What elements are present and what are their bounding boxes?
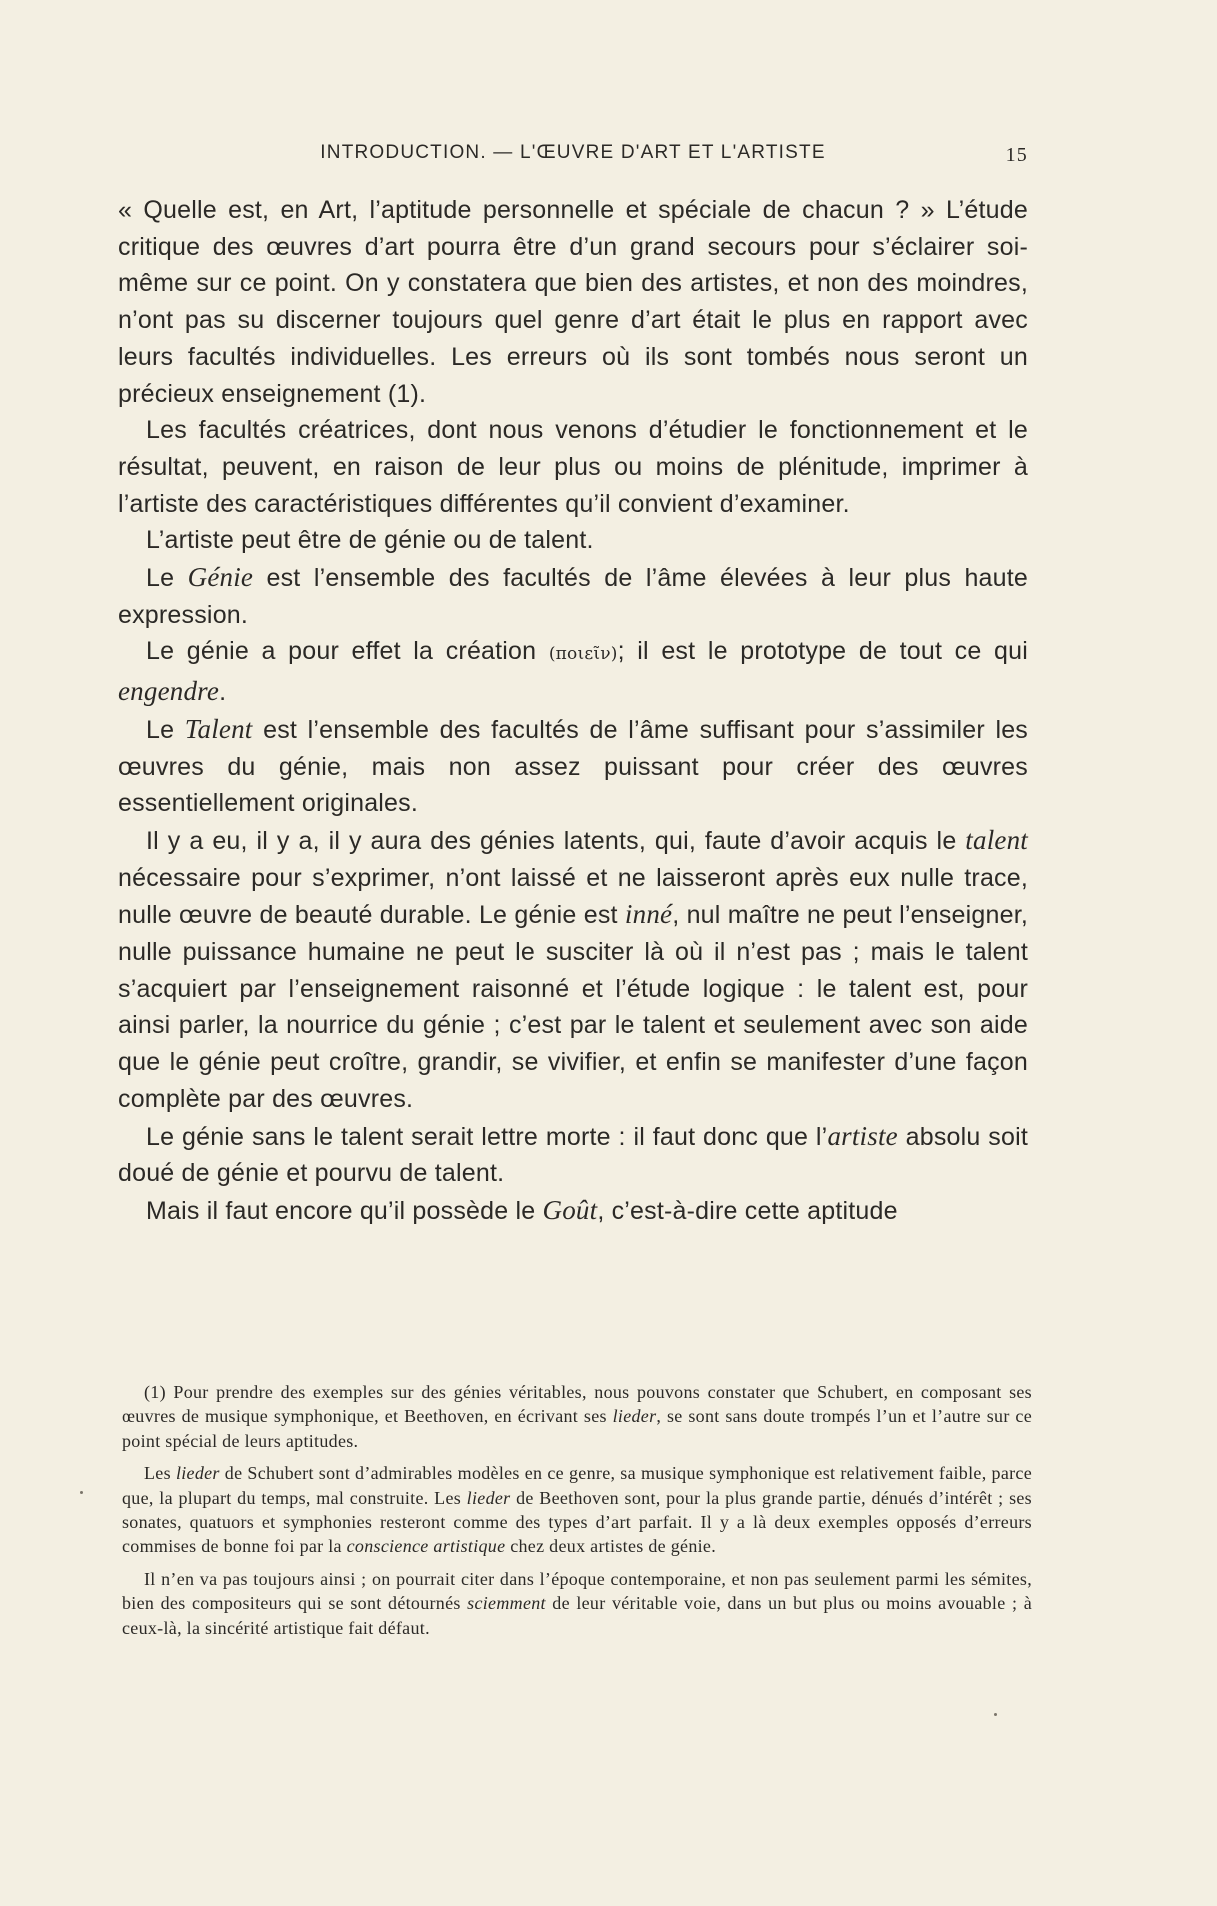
main-text bbox=[118, 192, 1028, 1230]
footnote bbox=[122, 1380, 1032, 1453]
paragraph bbox=[118, 192, 1028, 412]
greek-word: (ποιεῖν) bbox=[548, 644, 618, 665]
text-run: (1) Pour prendre des exemples sur des génies véritables, nous pouvons constater que Schubert, en composant ses œuvres de musique symphonique, et Beethoven, en écrivant ses bbox=[122, 1382, 1032, 1427]
text-run: chez deux artistes de génie. bbox=[505, 1536, 717, 1557]
text-run: , nul maître ne peut l’enseigner, nulle puissance humaine ne peut le susciter là où il n’est pas ; mais le talent s’acquiert par l’enseignement raisonné et l’étude logique : le talent est, pour ainsi parler, la nourrice du génie ; c’est par le talent et seulement avec son aide que le génie peut croître, grandir, se vivifier, et enfin se manifester d’une façon complète par des œuvres. bbox=[118, 901, 1028, 1113]
paragraph bbox=[118, 711, 1028, 822]
italic-term: talent bbox=[965, 824, 1028, 855]
italic-term: lieder bbox=[175, 1463, 220, 1484]
paper-speck bbox=[994, 1713, 997, 1716]
paragraph bbox=[118, 522, 1028, 559]
text-run: « Quelle est, en Art, l’aptitude personnelle et spéciale de chacun ? » L’étude critique des œuvres d’art pourra être d’un grand secours pour s’éclairer soi-même sur ce point. On y constatera que bien des artistes, et non des moindres, n’ont pas su discerner toujours quel genre d’art était le plus en rapport avec leurs facultés individuelles. Les erreurs où ils sont tombés nous seront un précieux enseignement (1). bbox=[118, 196, 1028, 408]
italic-term: lieder bbox=[612, 1406, 657, 1427]
page-number: 15 bbox=[1005, 144, 1028, 166]
italic-term: inné bbox=[624, 899, 673, 930]
italic-term: Génie bbox=[187, 562, 254, 593]
footnotes bbox=[122, 1380, 1032, 1648]
italic-term: engendre bbox=[118, 676, 220, 707]
text-run: de Schubert sont d’admirables modèles en ce genre, sa musique symphonique est relativement faible, parce que, la plupart du temps, mal construite. Les bbox=[122, 1463, 1032, 1508]
paragraph bbox=[118, 1118, 1028, 1192]
chapter-title: INTRODUCTION. — L'ŒUVRE D'ART ET L'ARTISTE bbox=[320, 142, 826, 163]
text-run: nécessaire pour s’exprimer, n’ont laissé et ne laisseront après eux nulle trace, nulle œuvre de beauté durable. Le génie est bbox=[118, 863, 1028, 930]
text-run: Le bbox=[146, 715, 185, 744]
text-run: est l’ensemble des facultés de l’âme élevées à leur plus haute expression. bbox=[118, 564, 1029, 629]
text-run: . bbox=[219, 678, 227, 707]
text-run: Les bbox=[144, 1463, 176, 1484]
paragraph bbox=[118, 1192, 1028, 1230]
footnote bbox=[122, 1567, 1032, 1640]
italic-term: artiste bbox=[827, 1120, 898, 1151]
paragraph bbox=[118, 633, 1028, 710]
paragraph bbox=[118, 412, 1028, 522]
text-run: , c’est-à-dire cette aptitude bbox=[597, 1196, 898, 1225]
text-run: de Beethoven sont, pour la plus grande partie, dénués d’intérêt ; ses sonates, quatuors et symphonies resteront comme des types d’art parfait. Il y a là deux exemples opposés d’erreurs commises de bonne foi par la bbox=[122, 1487, 1032, 1557]
italic-term: lieder bbox=[466, 1487, 511, 1508]
text-run: Mais il faut encore qu’il possède le bbox=[146, 1196, 543, 1225]
text-run: Le génie sans le talent serait lettre morte : il faut donc que l’ bbox=[146, 1122, 828, 1151]
text-run: Le bbox=[146, 564, 188, 593]
italic-term: sciemment bbox=[467, 1593, 546, 1614]
italic-term: conscience artistique bbox=[346, 1536, 506, 1557]
text-run: est l’ensemble des facultés de l’âme suffisant pour s’assimiler les œuvres du génie, mais non assez puissant pour créer des œuvres essentiellement originales. bbox=[118, 715, 1028, 818]
text-run: Il n’en va pas toujours ainsi ; on pourrait citer dans l’époque contemporaine, et non pas seulement parmi les sémites, bien des compositeurs qui se sont détournés bbox=[122, 1568, 1032, 1614]
text-run: ; il est le prototype de tout ce qui bbox=[617, 637, 1028, 666]
paragraph bbox=[118, 822, 1028, 1118]
text-run: Les facultés créatrices, dont nous venons d’étudier le fonctionnement et le résultat, peuvent, en raison de leur plus ou moins de plénitude, imprimer à l’artiste des caractéristiques différentes qu’il convient d’examiner. bbox=[118, 416, 1028, 518]
text-run: Il y a eu, il y a, il y aura des génies latents, qui, faute d’avoir acquis le bbox=[146, 826, 966, 855]
text-run: absolu soit doué de génie et pourvu de talent. bbox=[118, 1122, 1028, 1188]
footnote bbox=[122, 1461, 1032, 1559]
text-run: Le génie a pour effet la création bbox=[146, 637, 549, 666]
paragraph bbox=[118, 559, 1028, 633]
running-header bbox=[118, 142, 1028, 172]
italic-term: Talent bbox=[184, 713, 253, 744]
italic-term: Goût bbox=[542, 1194, 598, 1225]
paper-speck bbox=[80, 1491, 83, 1494]
text-run: L’artiste peut être de génie ou de talent. bbox=[146, 526, 594, 555]
text-run: , se sont sans doute trompés l’un et l’autre sur ce point spécial de leurs aptitudes. bbox=[122, 1406, 1032, 1451]
text-run: de leur véritable voie, dans un but plus ou moins avouable ; à ceux-là, la sincérité artistique fait défaut. bbox=[122, 1593, 1032, 1638]
